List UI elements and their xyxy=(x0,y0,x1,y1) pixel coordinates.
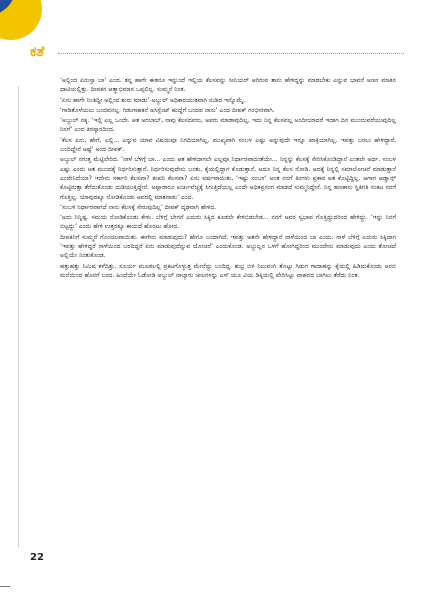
paragraph: ‘ಅಲ್ಲಿಂದ ಏನುಸ್ತಾ ಬಾ’ ಎಂದ. ತನ್ನ ಹಾಗೇ ಈತನೂ ಇನ್ನುಂದೆ ಇಲ್ಲಿಯ ಕೆಲಸವನ್ನು ಸೀನಿಯರ್ ಆಗಿರುವ ತಾನು ಹೇಳಿದ್ದನ್ನು ಮಾಡಬೇಕು ಎನ್ನುವ ಭಾವನೆ ಅಣನ ಮಾತಿನ ಧಾಟಿಯಲ್ಲಿತ್ತು. ದೀಪಕನ ಆತ್ಮಾಭಿಮಾನ ಒಪ್ಪಲಿಲ್ಲ. ಸುಮ್ಮನೆ ನಿಂತ. xyxy=(60,77,396,94)
story-body xyxy=(60,76,396,281)
paragraph: ಅಬ್ದುಲ್ ನಗುತ್ತ ಮೆಟ್ಟಿಲೇರಿದ. ‘ನಾಳೆ ಬೆಳಿಗ್ಗೆ ಬಾ... ಎಂದು ಆತ ಹೇಳಿದಾಗಲೇ ಎಲ್ಲವೂ ನಿರ್ಧಾರವಾದಂತೆಯೇ... ನಿನ್ನನ್ನು ಕೆಲಸಕ್ಕೆ ಸೇರಿಸಿಕೊಂಡಿದ್ದಾನೆ ಎಂತಲೇ ಅರ್ಥ. ಸಂಬಳ ಎಷ್ಟು ಎಂದು ಆತ ಮುಂದಕ್ಕೆ ನಿರ್ಧರಿಸುತ್ತಾನೆ. ನಿರ್ಧರಿಸುವುದೇನು ಬಂತು, ಕೈಯಲ್ಲಿದ್ದಾಗ ಕೊಡುತ್ತಾನೆ, ಅದೂ ನಿನ್ನ ಕೆಲಸ ನೋಡಿ. ಆದಕ್ಕೆ ನಿನ್ನಲ್ಲಿ ಸಮಾಲೋಚನೆ ಮಾಡುತ್ತಾನೆ ಎಂದೇನಿದೆಯಾ? ಇದೇನು ಸರ್ಕಾರಿ ಕೆಲಸವಾ? ಕಂಪನಿ ಕೆಲಸವಾ? ಏನು ವರ್ಷವಾಯಿತು, ‘ಇಷ್ಟು ಸಂಬಳ’ ಅಂತ ನನಗೆ ತಿಂಗಳು ಪ್ರಕಾರ ಆತ ಕೊಟ್ಟಿದ್ದಿಲ್ಲ. ಆಗಾಗ ಆಡ್ವಾನ್ಸ್ ಕೊಟ್ಟಿರುತ್ತಾ ತೆಗೆದುಕೊಂಡು ದುಡಿಯುತ್ತಿದ್ದೇನೆ. ಅಪ್ಪಾರಾರೂ ಖರ್ಚುವೆಚ್ಚಕ್ಕೆ ಸಿಗುತ್ತಿದೆಯಲ್ಲ ಎಂದೇ ಅಧಿಕಪ್ರಸಂಗ ಮಾಡದೆ ಸುಮ್ಮನಿದ್ದೇನೆ. ನಿನ್ನ ಹಣಕಾಸು ಸ್ಥಿತಿಗತಿ ಸಂಕಟ ನನಗೆ ಗೊತ್ತಿಲ್ಲ. ಯಾವುದಕ್ಕೂ ನೋಡಿಕೊಂಡು ಆವರಲ್ಲಿ ಮಾತನಾಡು’ ಎಂದ. xyxy=(60,156,396,201)
paragraph: ‘ಏನು ಹಾಗೇ ನಿಂತಿದ್ದೀ ಅಲ್ಲಿಂದ ಶುರು ಮಾಡು’ ಅಬ್ದುಲ್ ಅಧಿಕಾರಯುತವಾಗಿ ನುಡಿದ ಇನ್ನೊಮ್ಮೆ. xyxy=(60,96,246,104)
page-number: 22 xyxy=(30,552,44,563)
paragraph: ‘ಗಾಡಿತೊಳೆಯಲು ಬಂದವನಲ್ಲ. ಗಿಡುಗಾಹಕನೆ ಅಸಿಸ್ಟೆಂಟ್ ಹುದ್ದೆಗೆ ಬಂದವ ನಾನು’ ಎಂದ ದೀಪಕ್ ಗಂಭೀರವಾಗಿ. xyxy=(60,106,275,114)
left-margin-rule xyxy=(18,86,19,548)
corner-decoration xyxy=(0,0,34,34)
paragraph: ‘ಅಬ್ದುಲ್ ನಕ್ಕ. ‘ಇಲ್ಲಿ ಎಲ್ಲ ಒಂದೇ. ಆತ ಅರಬಾಬ್, ನಾವು ಕೆಲಸದವರು, ಅವರು ಮಾಡಾವುದಿಲ್ಲ, ಇದು ನಿನ್ನ ಕೆಲಸವಲ್ಲ ಅಂದೀಯಾದರೆ ಇದಾಗ ದಿನ ಮುಂದುವರೆಯುವುದಿಲ್ಲ ನಿನಗೆ’ ಎಂದ ತಿರಸ್ಕಾರದಿಂದ. xyxy=(60,117,396,134)
paragraph: ದೀಪಕನಿಗೆ ಸುಮ್ಮನೆ ಗೊಂದಲವಾಯಿತು. ಈಗೇನು ಮಾಡುವುದು? ಹೇಗೂ ಬಂದಾಗಿದೆ. ಇವತ್ತು ಆತನೇ ಹೇಳಿದ್ದಾನೆ ನಾಳೆಯಿಂದ ಬಾ ಎಂದು. ನಾಳೆ ಬೆಳಿಗ್ಗೆ ಎದುರು ಸಿಕ್ಕಿದಾಗ ‘ಇವತ್ತು ಹೇಳಿದ್ದರೆ ನಾಳೆಯಿಂದ ಬರದಿದ್ದರೆ ಏನು ಮಾಡುವುದೆನ್ನುವ ಯೋಚನೆ’ ಎಂದುಕೊಂಡ. ಅಬ್ದುಲ್ಲನ ಒಳಗೆ ಹೋಗಿದ್ದರಿಂದ ಮುಂದೇನು ಮಾಡುವುದು ಎಂದು ತೋಚದೆ ಅಲ್ಲಿಯೇ ನಿಂತುಕೊಂಡ. xyxy=(60,233,396,260)
section-title: ಕತೆ xyxy=(30,44,45,60)
paragraph: ‘ಸಂಬಳ ನಿರ್ಧಾರವಾಗದೆ ನಾನು ಕೆಲಸಕ್ಕೆ ಸೇರುವುದಿಲ್ಲ’ ದೀಪಕ್ ದೃಢವಾಗಿ ಹೇಳಿದ. xyxy=(60,203,217,211)
paragraph: ‘ಅದು ನಿನ್ನಿಷ್ಟ. ಸಮಯ ನೋಡಿಕೊಂಡು ಕೇಳು. ಬೆಳಿಗ್ಗೆ ಬೇಗನೆ ಎದುರು ಸಿಕ್ಕಿದ ಕೂಡಲೇ ಕೇಳಿಬಿಡಬೇಡ... ನನಗೆ ಅವರ ಸ್ವಭಾವ ಗೊತ್ತಿದ್ದುದರಿಂದ ಹೇಳಿದ್ದು. ‘ಇನ್ನು ನಿನಗೆ ಬಿಟ್ಟದ್ದು’ ಎಂದು ಹೇಳಿ ಉತ್ತರಕ್ಕೂ ಕಾಯದೆ ಹೊರಟು ಹೋದ. xyxy=(60,214,396,231)
header-dotted-rule xyxy=(58,53,404,54)
crop-mark xyxy=(0,586,10,587)
paragraph: ಹತ್ತುಹತ್ತು ನಿಮಿಷ ಕಳೆದಿತ್ತು. ಸೂರ್ಯ ಮೂಡಲಲ್ಲಿ ಪ್ರಕಟಗೊಳ್ಳುತ್ತ ಮೇಲೆದ್ದು ಬಂದಿದ್ದ. ಶುಭ್ರ ಬಿಳಿ ನಿಲುವಂಗಿ ತೊಟ್ಟು ಗಿಡುಗ ಗಾದಾಹನ್ನು ಕೈಯಲ್ಲಿ ಹಿಡಿದುಕೊಂಡು ಅರಬಿ ಮನೆಯಿಂದ ಹೊರಗೆ ಬಂದ. ಹಿಂದೆಯೇ ಓಡೋಡಿ ಅಬ್ದುಲ್ ನಾಲ್ಕಾರು ಚೀಲಗಳನ್ನು ಎಸ್ ಯೂ ವಿಯ ಡಿಕ್ಕಿಯಲ್ಲಿ ಪೇರಿಸಿಟ್ಟು ವಾಹನದ ಬಾಗಿಲು ತೆರೆದು ನಿಂತ. xyxy=(60,262,396,279)
paragraph: ‘ಕೆಲಸ ಏನು, ಹೇಗೆ, ಎಲ್ಲಿ... ಎನ್ನುವ ಯಾವ ವಿಷಯವೂ ನಿಗದಿಯಾಗಿಲ್ಲ. ಮುಖ್ಯವಾಗಿ ಸಂಬಳ ಎಷ್ಟು ಅನ್ನುವುದೇ ಇನ್ನೂ ಖಾತ್ರಿಯಾಗಿಲ್ಲ. ಇವತ್ತು ಬರಲು ಹೇಳಿದ್ದಾರೆ, ಬಂದಿದ್ದೇನೆ ಅಷ್ಟೆ’ ಅಂದ ದೀಪಕ್. xyxy=(60,136,396,154)
